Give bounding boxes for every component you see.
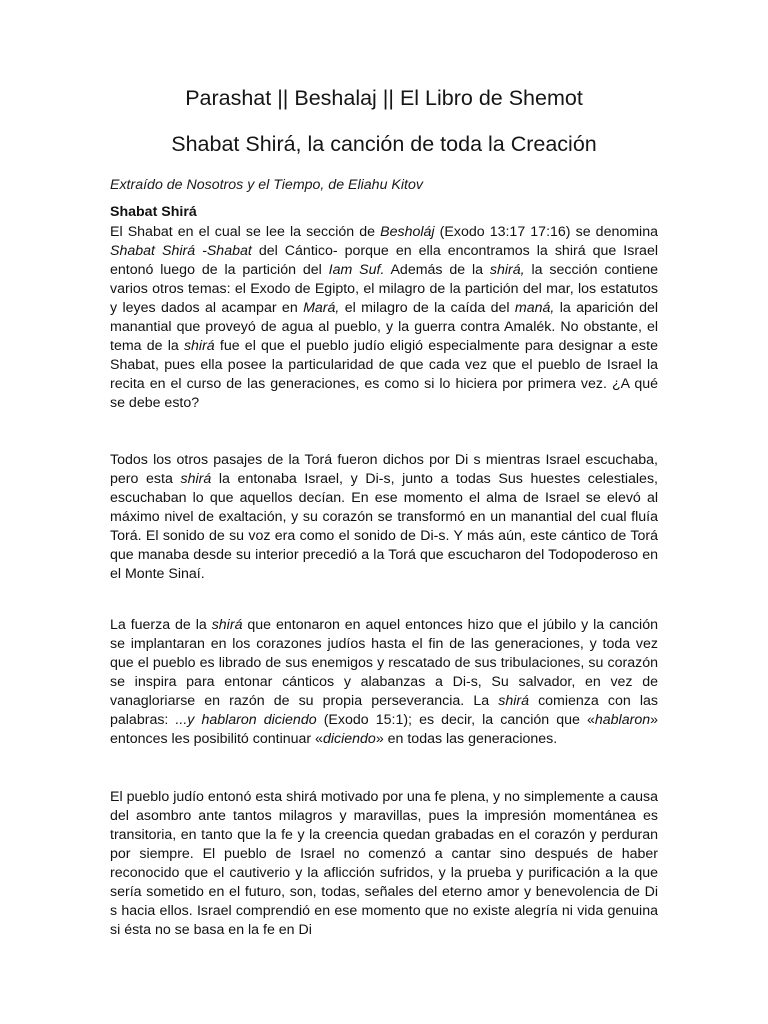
- text-run: la aparición del manantial que proveyó de agua al pueblo, y la guerra contra Amalék. No obstante, el tema de la: [110, 300, 658, 354]
- italic-run: shirá: [180, 471, 212, 487]
- document-subtitle-heading: Shabat Shirá, la canción de toda la Creación: [171, 132, 597, 156]
- text-run: del Cántico- porque en ella encontramos la shirá que Israel entonó luego de la partición del: [110, 243, 658, 278]
- text-run: la sección contiene varios otros temas: el Exodo de Egipto, el milagro de la partición del mar, los estatutos y leyes dados al acampar en: [110, 262, 658, 316]
- text-run: » entonces les posibilitó continuar «: [110, 712, 659, 747]
- text-run: el milagro de la caída del: [339, 300, 515, 316]
- text-run: Además de la: [384, 262, 490, 278]
- text-run: La fuerza de la: [110, 617, 212, 633]
- text-run: (Exodo 13:17 17:16) se denomina: [434, 224, 658, 240]
- text-run: (Exodo 15:1); es decir, la canción que «: [316, 712, 595, 728]
- italic-run: hablaron: [594, 712, 651, 728]
- source-attribution: Extraído de Nosotros y el Tiempo, de Eliahu Kitov: [110, 177, 423, 193]
- paragraph-3: [110, 616, 658, 749]
- document-title: Parashat || Beshalaj || El Libro de Shemot: [185, 86, 583, 110]
- text-run: » en todas las generaciones.: [375, 731, 558, 747]
- italic-run: diciendo: [322, 731, 376, 747]
- italic-run: shirá,: [489, 262, 525, 278]
- italic-run: shirá: [211, 617, 243, 633]
- text-run: Todos los otros pasajes de la Torá fueron dichos por Di s mientras Israel escuchaba, pero esta: [110, 452, 658, 487]
- text-run: la entonaba Israel, y Di-s, junto a todas Sus huestes celestiales, escuchaban lo que aquellos decían. En ese momento el alma de Israel se elevó al máximo nivel de exaltación, y su corazón se transformó en un manantial del cual fluía Torá. El sonido de su voz era como el sonido de Di-s. Y más aún, este cántico de Torá que manaba desde su interior precedió a la Torá que escucharon del Todopoderoso en el Monte Sinaí.: [110, 471, 658, 582]
- text-run: comienza con las palabras:: [110, 693, 658, 728]
- paragraph-1: [110, 223, 658, 413]
- italic-run: Besholáj: [380, 224, 435, 240]
- italic-run: maná,: [514, 300, 555, 316]
- text-run: que entonaron en aquel entonces hizo que el júbilo y la canción se implantaran en los corazones judíos hasta el fin de las generaciones, y toda vez que el pueblo es librado de sus enemigos y rescatado de sus tribulaciones, su corazón se inspira para entonar cánticos y alabanzas a Di-s, Su salvador, en vez de vanagloriarse en razón de su propia perseverancia. La: [110, 617, 658, 709]
- paragraph-4: El pueblo judío entonó esta shirá motivado por una fe plena, y no simplemente a causa del asombro ante tantos milagros y maravillas, pues la impresión momentánea es transitoria, en tanto que la fe y la creencia quedan grabadas en el corazón y perduran por siempre. El pueblo de Israel no comenzó a cantar sino después de haber reconocido que el cautiverio y la aflicción sufridos, y la prueba y purificación a la que sería sometido en el futuro, son, todas, señales del eterno amor y benevolencia de Di s hacia ellos. Israel comprendió en ese momento que no existe alegría ni vida genuina si ésta no se basa en la fe en Di: [110, 789, 658, 938]
- italic-run: shirá: [183, 338, 215, 354]
- italic-run: Shabat Shirá -Shabat: [110, 243, 252, 259]
- italic-run: ...y hablaron diciendo: [175, 712, 317, 728]
- italic-run: Iam Suf.: [328, 262, 385, 278]
- text-run: fue el que el pueblo judío eligió especialmente para designar a este Shabat, pues ella posee la particularidad de que cada vez que el pueblo de Israel la recita en el curso de las generaciones, es como si lo hiciera por primera vez. ¿A qué se debe esto?: [110, 338, 658, 411]
- paragraph-2: [110, 451, 658, 584]
- italic-run: shirá: [498, 693, 529, 709]
- italic-run: Mará,: [303, 300, 340, 316]
- text-run: El Shabat en el cual se lee la sección de: [110, 224, 381, 240]
- section-heading: Shabat Shirá: [110, 204, 197, 220]
